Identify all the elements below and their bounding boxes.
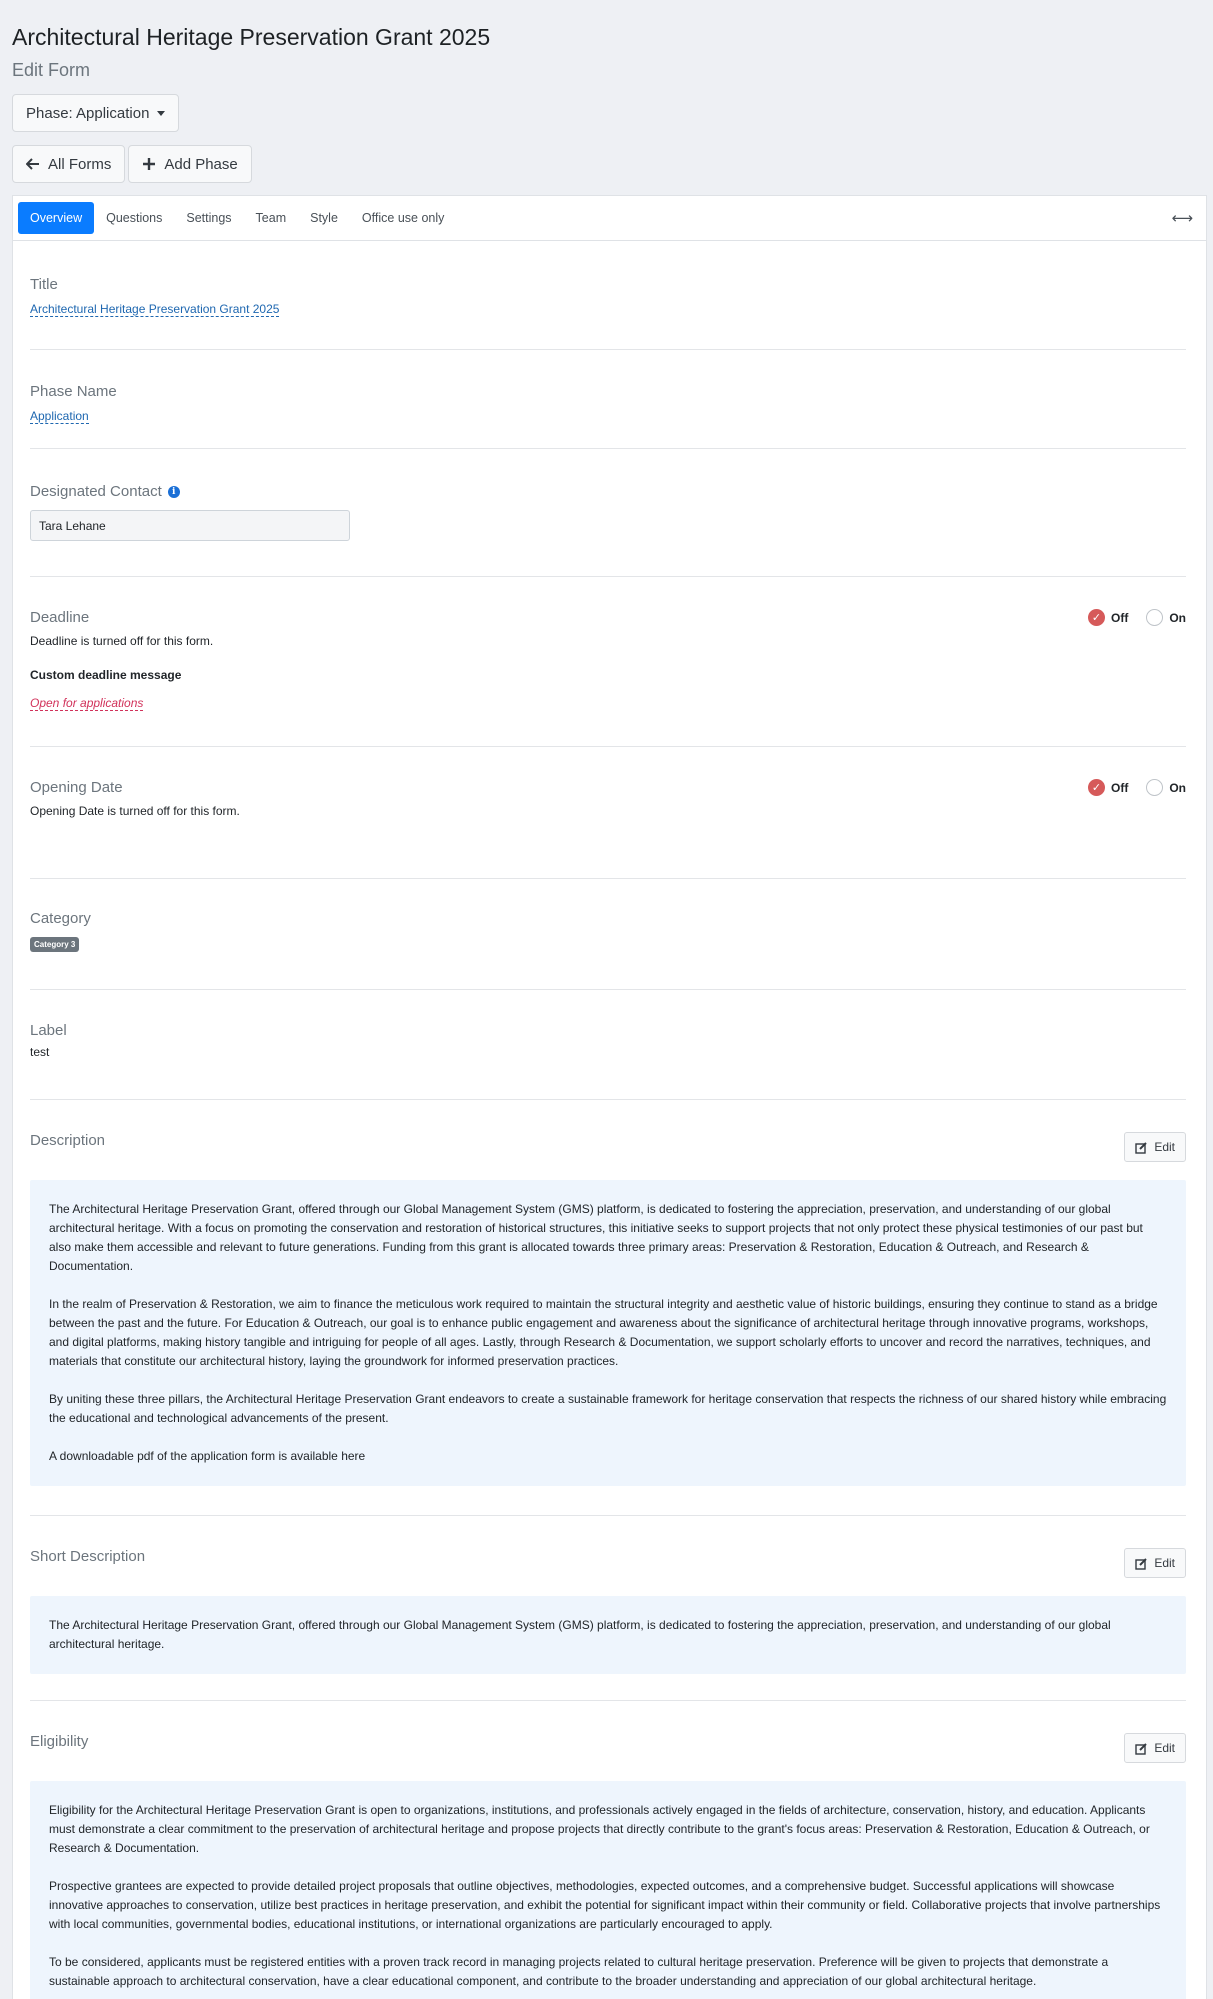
edit-icon: [1135, 1141, 1148, 1154]
arrow-left-icon: [26, 157, 40, 171]
edit-description-button[interactable]: Edit: [1124, 1132, 1186, 1162]
description-label: Description: [30, 1132, 106, 1149]
phase-name-value[interactable]: Application: [30, 409, 89, 423]
title-label: Title: [30, 276, 58, 293]
custom-deadline-value[interactable]: Open for applications: [30, 696, 144, 710]
opening-on-radio[interactable]: On: [1146, 779, 1186, 796]
short-description-header: [30, 1548, 1186, 1580]
description-panel: [30, 1180, 1186, 1486]
all-forms-button[interactable]: [12, 145, 125, 183]
deadline-off-radio[interactable]: ✓ Off: [1088, 609, 1128, 626]
deadline-status: Deadline is turned off for this form.: [30, 634, 214, 648]
eligibility-panel: [30, 1781, 1186, 1999]
description-paragraph: In the realm of Preservation & Restoration, we aim to finance the meticulous work required to maintain the structural integrity and aesthetic value of historic buildings, ensuring they continue to stand as a bridge between the past and the future. For Education & Outreach, our goal is to enhance public engagement and awareness about the significance of architectural heritage through innovative programs, workshops, and digital platforms, making history tangible and intriguing for people of all ages. Lastly, through Research & Documentation, we support scholarly efforts to uncover and record the narratives, techniques, and materials that constitute our architectural history, laying the groundwork for informed preservation practices.: [49, 1297, 1158, 1368]
divider: [30, 576, 1186, 577]
add-phase-button[interactable]: [128, 145, 251, 183]
caret-down-icon: [157, 111, 165, 116]
edit-eligibility-button[interactable]: Edit: [1124, 1733, 1186, 1763]
opening-date-status: Opening Date is turned off for this form.: [30, 804, 240, 818]
eligibility-header: [30, 1733, 1186, 1765]
divider: [30, 448, 1186, 449]
divider: [30, 1515, 1186, 1516]
eligibility-paragraph: To be considered, applicants must be registered entities with a proven track record in managing projects related to cultural heritage preservation. Preference will be given to projects that demonstrate a sustainable approach to architectural conservation, have a clear educational component, and contribute to the broader understanding and appreciation of our global architectural heritage.: [49, 1955, 1109, 1988]
expand-icon[interactable]: ⟷: [1171, 210, 1193, 227]
eligibility-label: Eligibility: [30, 1733, 89, 1750]
label-value: test: [30, 1045, 50, 1059]
description-paragraph: A downloadable pdf of the application form is available here: [49, 1449, 366, 1463]
phase-name-label: Phase Name: [30, 383, 117, 400]
category-section: [30, 910, 1186, 952]
form-card: [12, 195, 1207, 1999]
divider: [30, 349, 1186, 350]
divider: [30, 989, 1186, 990]
contact-input[interactable]: Tara Lehane: [30, 510, 350, 541]
page-subtitle: Edit Form: [12, 60, 91, 80]
phase-dropdown-button[interactable]: [12, 94, 179, 132]
all-forms-label: All Forms: [48, 155, 112, 173]
tab-settings[interactable]: Settings: [186, 211, 232, 225]
edit-icon: [1135, 1742, 1148, 1755]
tab-overview[interactable]: Overview: [18, 202, 94, 234]
deadline-on-radio[interactable]: On: [1146, 609, 1186, 626]
plus-icon: [142, 157, 156, 171]
page-header: [0, 0, 1213, 183]
tab-questions[interactable]: Questions: [106, 211, 163, 225]
eligibility-paragraph: Prospective grantees are expected to provide detailed project proposals that outline objectives, methodologies, expected outcomes, and a comprehensive budget. Successful applications will showcase innovative approaches to conservation, utilize best practices in heritage preservation, and exhibit the potential for significant impact within their community or field. Collaborative projects that involve partnerships with local communities, governmental bodies, educational institutions, or international organizations are particularly encouraged to apply.: [49, 1879, 1161, 1931]
short-description-panel: [30, 1596, 1186, 1674]
opening-off-radio[interactable]: ✓ Off: [1088, 779, 1128, 796]
title-value[interactable]: Architectural Heritage Preservation Grant 2025: [30, 302, 280, 316]
check-icon: ✓: [1088, 609, 1105, 626]
contact-label: Designated Contact: [30, 483, 162, 500]
phase-name-section: [30, 383, 1186, 425]
tab-bar: [13, 196, 1206, 241]
divider: [30, 1099, 1186, 1100]
check-icon: ✓: [1088, 779, 1105, 796]
short-description-label: Short Description: [30, 1548, 146, 1565]
divider: [30, 878, 1186, 879]
description-paragraph: By uniting these three pillars, the Architectural Heritage Preservation Grant endeavors to create a sustainable framework for heritage conservation that respects the richness of our shared history while embracing the educational and technological advancements of the present.: [49, 1392, 1167, 1425]
opening-date-toggle: [1088, 779, 1186, 796]
deadline-toggle: [1088, 609, 1186, 626]
tab-style[interactable]: Style: [310, 211, 338, 225]
label-label: Label: [30, 1022, 67, 1039]
tab-team[interactable]: Team: [255, 211, 287, 225]
custom-deadline-label: Custom deadline message: [30, 668, 182, 682]
opening-date-label: Opening Date: [30, 779, 123, 796]
edit-icon: [1135, 1557, 1148, 1570]
description-header: [30, 1132, 1186, 1164]
short-description-paragraph: The Architectural Heritage Preservation Grant, offered through our Global Management System (GMS) platform, is dedicated to fostering the appreciation, preservation, and understanding of our global architectural heritage.: [49, 1618, 1111, 1651]
contact-section: [30, 483, 1186, 541]
eligibility-paragraph: Eligibility for the Architectural Heritage Preservation Grant is open to organizations, institutions, and professionals actively engaged in the fields of architecture, conservation, history, and education. Applicants must demonstrate a clear commitment to the preservation of architectural heritage and propose projects that directly contribute to the grant's focus areas: Preservation & Restoration, Education & Outreach, or Research & Documentation.: [49, 1803, 1150, 1855]
deadline-label: Deadline: [30, 609, 90, 626]
edit-short-description-button[interactable]: Edit: [1124, 1548, 1186, 1578]
deadline-section: [30, 609, 1186, 712]
label-section: [30, 1022, 1186, 1059]
divider: [30, 1700, 1186, 1701]
title-section: [30, 276, 1186, 318]
info-icon[interactable]: i: [168, 486, 180, 498]
tab-office-use-only[interactable]: Office use only: [361, 211, 445, 225]
phase-dropdown-label: Phase: Application: [26, 104, 150, 122]
description-paragraph: The Architectural Heritage Preservation Grant, offered through our Global Management System (GMS) platform, is dedicated to fostering the appreciation, preservation, and understanding of our global architectural heritage. With a focus on promoting the conservation and restoration of historical structures, this initiative seeks to support projects that not only protect these physical testimonies of our past but also make them accessible and relevant to future generations. Funding from this grant is allocated towards three primary areas: Preservation & Restoration, Education & Outreach, and Research & Documentation.: [49, 1202, 1143, 1273]
category-label: Category: [30, 910, 91, 927]
opening-date-section: [30, 779, 1186, 818]
add-phase-label: Add Phase: [164, 155, 238, 173]
category-badge: Category 3: [30, 937, 79, 952]
divider: [30, 746, 1186, 747]
page-title: Architectural Heritage Preservation Grant 2025: [12, 24, 491, 50]
